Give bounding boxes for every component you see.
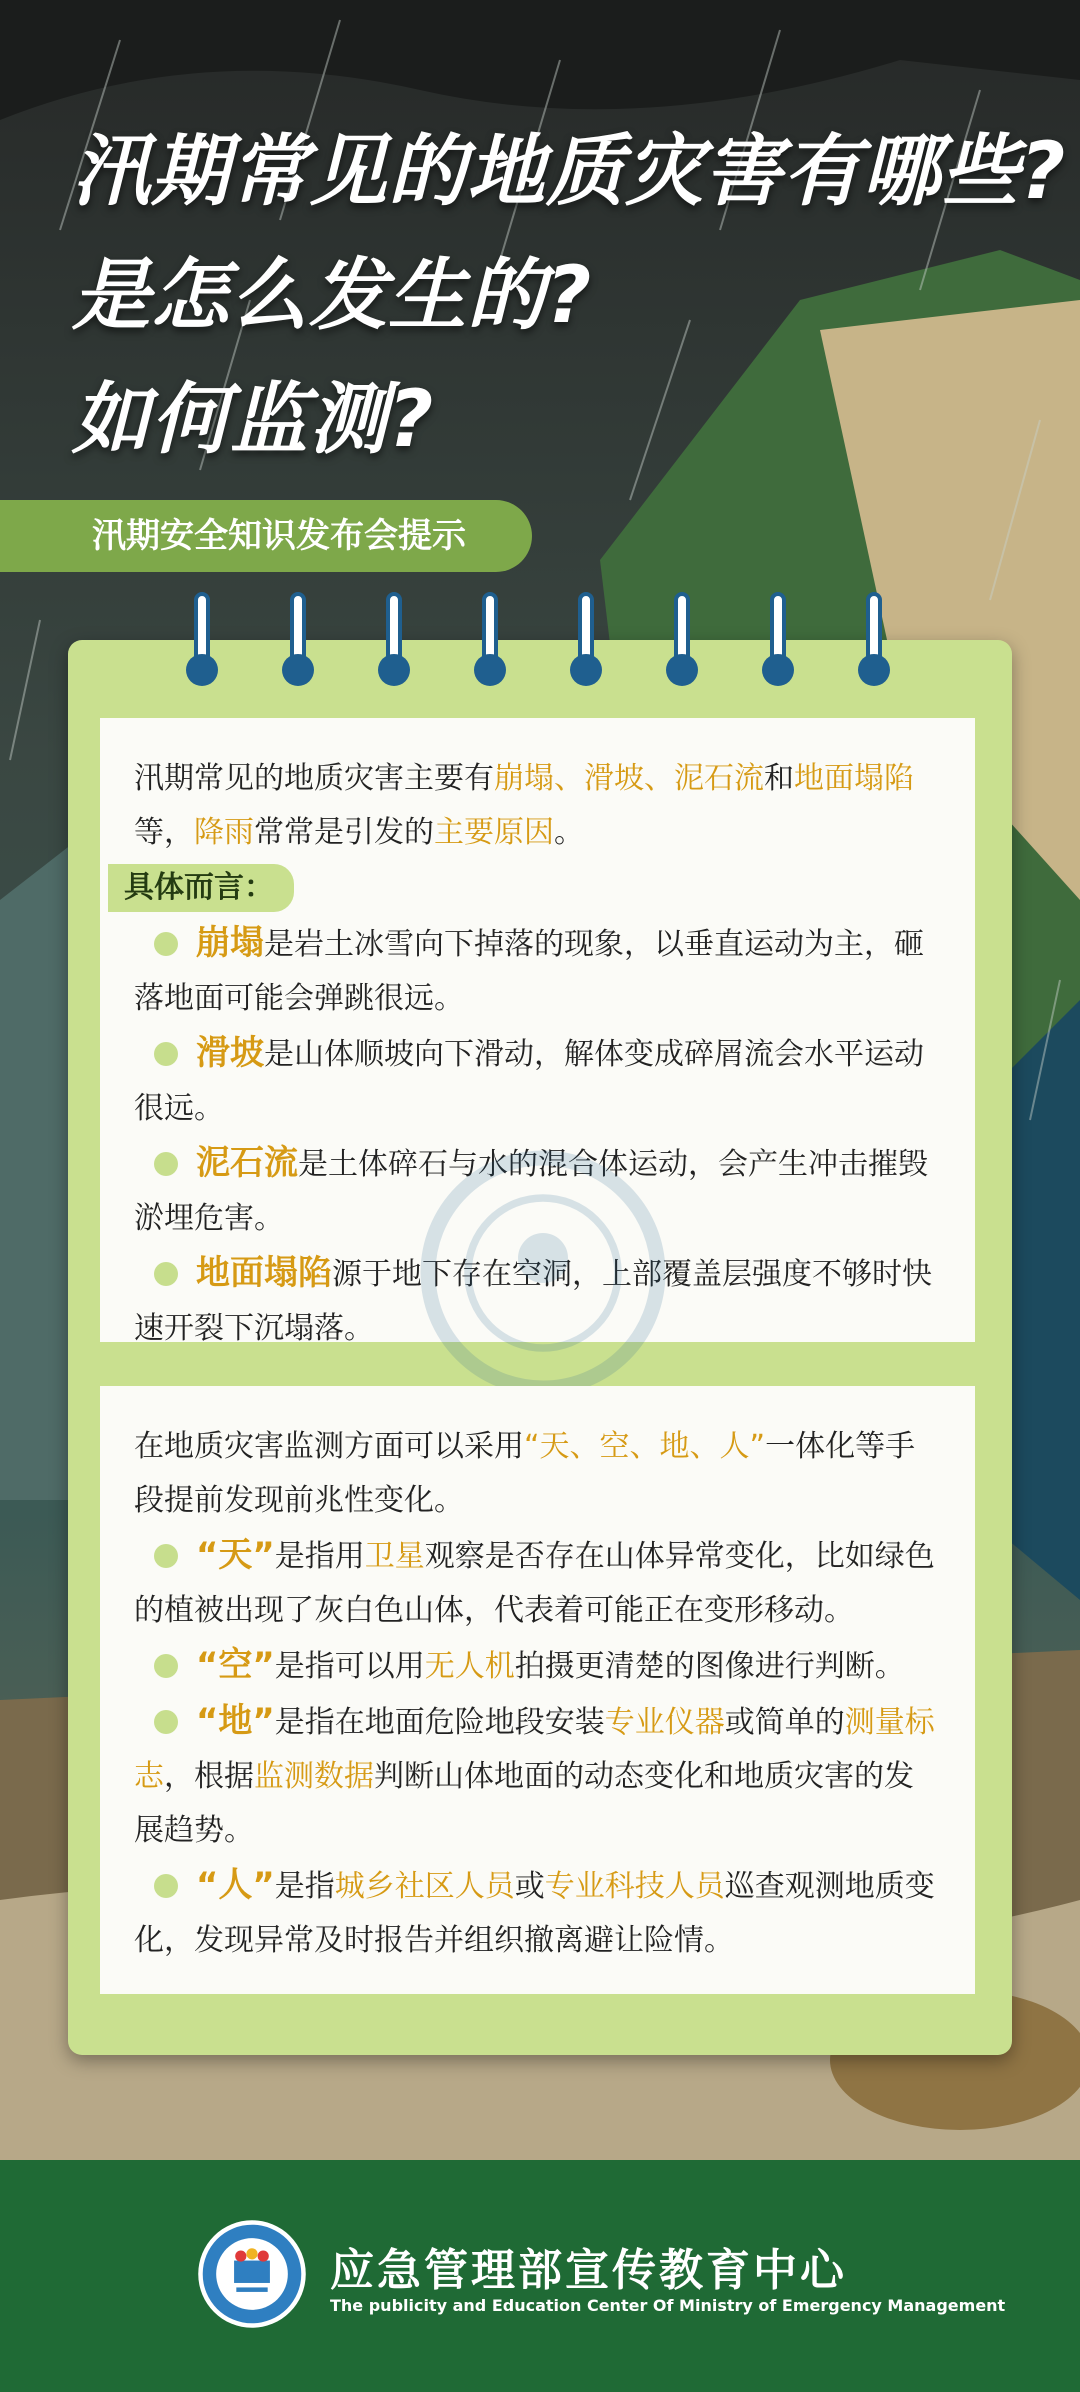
monitoring-panel xyxy=(100,1386,975,1994)
list-item: “空”是指可以用无人机拍摄更清楚的图像进行判断。 xyxy=(134,1638,941,1694)
bullet-icon xyxy=(154,1262,178,1286)
bullet-icon xyxy=(154,1152,178,1176)
list-item: 崩塌是岩土冰雪向下掉落的现象，以垂直运动为主，砸落地面可能会弹跳很远。 xyxy=(134,923,924,1016)
bullet-icon xyxy=(154,1544,178,1568)
list-item: 滑坡是山体顺坡向下滑动，解体变成碎屑流会水平运动很远。 xyxy=(134,1033,924,1126)
watermark-emblem-icon xyxy=(418,1148,668,1398)
binder-ring-icon xyxy=(279,592,317,692)
bullet-icon xyxy=(154,1654,178,1678)
title-line: 如何监测? xyxy=(72,375,435,465)
tip-ribbon: 汛期安全知识发布会提示 xyxy=(0,500,532,572)
list-item: 泥石流是土体碎石与水的混合体运动，会产生冲击摧毁淤埋危害。 xyxy=(134,1143,928,1236)
list-item: “人”是指城乡社区人员或专业科技人员巡查观测地质变化，发现异常及时报告并组织撤离避让险情。 xyxy=(134,1865,935,1958)
bullet-icon xyxy=(154,1710,178,1734)
binder-ring-icon xyxy=(375,592,413,692)
binder-ring-icon xyxy=(759,592,797,692)
binder-ring-icon xyxy=(471,592,509,692)
bullet-icon xyxy=(154,932,178,956)
binder-ring-icon xyxy=(183,592,221,692)
subheading: 具体而言： xyxy=(108,864,294,912)
binder-ring-icon xyxy=(855,592,893,692)
emblem-logo-icon xyxy=(196,2218,308,2330)
page-title xyxy=(72,110,1066,482)
list-item: “天”是指用卫星观察是否存在山体异常变化，比如绿色的植被出现了灰白色山体，代表着可能正在变形移动。 xyxy=(134,1535,935,1628)
title-line: 汛期常见的地质灾害有哪些? xyxy=(72,127,1067,217)
org-name-en: The publicity and Education Center Of Ministry of Emergency Management xyxy=(330,2296,1006,2315)
list-item: “地”是指在地面危险地段安装专业仪器或简单的测量标志，根据监测数据判断山体地面的动态变化和地质灾害的发展趋势。 xyxy=(134,1701,935,1848)
bullet-icon xyxy=(154,1874,178,1898)
intro-paragraph: 汛期常见的地质灾害主要有崩塌、滑坡、泥石流和地面塌陷等，降雨常常是引发的主要原因。 xyxy=(134,761,914,850)
list-item: 地面塌陷源于地下存在空洞，上部覆盖层强度不够时快速开裂下沉塌落。 xyxy=(134,1253,932,1346)
bullet-icon xyxy=(154,1042,178,1066)
title-line: 是怎么发生的? xyxy=(72,251,593,341)
binder-ring-icon xyxy=(567,592,605,692)
binder-ring-icon xyxy=(663,592,701,692)
intro-paragraph: 在地质灾害监测方面可以采用“天、空、地、人”一体化等手段提前发现前兆性变化。 xyxy=(134,1429,916,1518)
org-name-cn: 应急管理部宣传教育中心 xyxy=(330,2245,847,2296)
